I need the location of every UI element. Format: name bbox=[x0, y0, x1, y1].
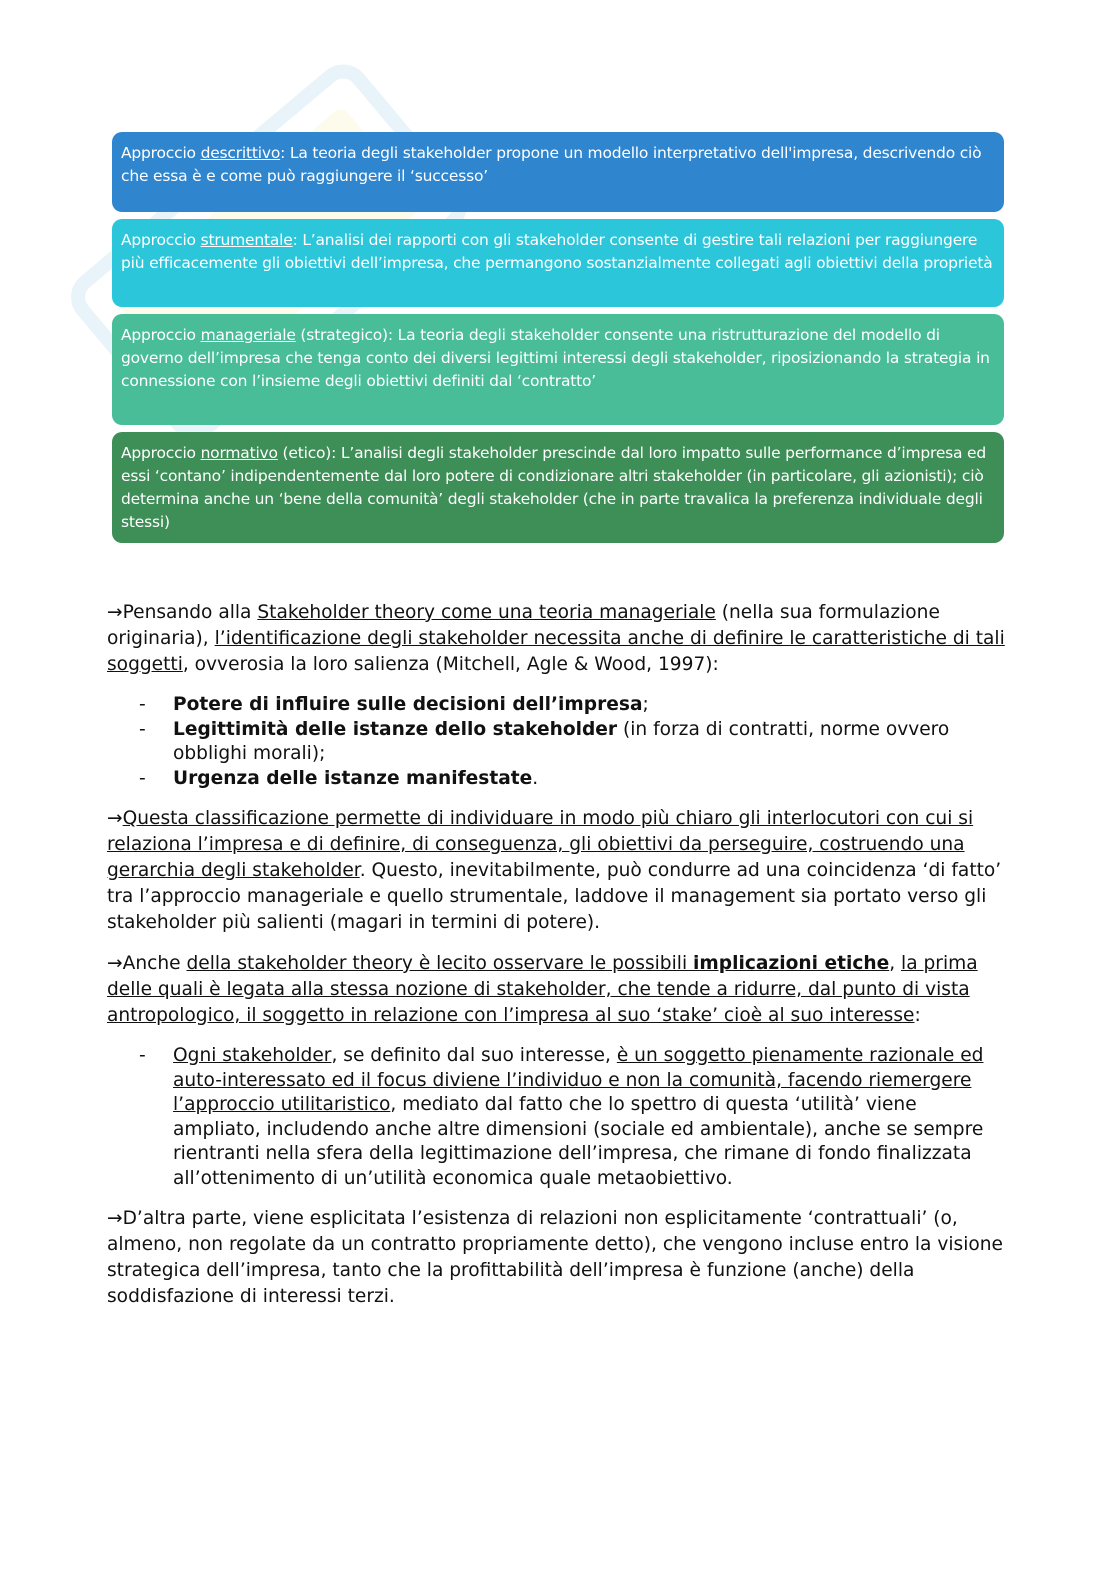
box-text: : La teoria degli stakeholder propone un modello interpretativo dell'impresa, descrivendo ciò che essa è e come può raggiungere il ‘successo’ bbox=[121, 144, 982, 185]
paragraph-salience: →Pensando alla Stakeholder theory come una teoria manageriale (nella sua formulazione originaria), l’identificazione degli stakeholder necessita anche di definire le caratteristiche di tali soggetti, ovverosia la loro salienza (Mitchell, Agle & Wood, 1997): bbox=[107, 602, 1005, 675]
box-prefix: Approccio bbox=[121, 444, 201, 462]
box-term: strumentale bbox=[200, 231, 293, 249]
box-term: normativo bbox=[200, 444, 278, 462]
approach-managerial-box bbox=[112, 314, 1004, 425]
paragraph-ethics: →Anche della stakeholder theory è lecito osservare le possibili implicazioni etiche, la prima delle quali è legata alla stessa nozione di stakeholder, che tende a ridurre, dal punto di vista antropologico, il soggetto in relazione con l’impresa al suo ‘stake’ cioè al suo interesse: bbox=[107, 953, 978, 1026]
box-prefix: Approccio bbox=[121, 144, 201, 162]
box-term: descrittivo bbox=[200, 144, 281, 162]
approach-instrumental-box bbox=[112, 219, 1004, 307]
paragraph-classification: →Questa classificazione permette di individuare in modo più chiaro gli interlocutori con cui si relaziona l’impresa e di definire, di conseguenza, gli obiettivi da perseguire, costruendo una gerarchia degli stakeholder. Questo, inevitabilmente, può condurre ad una coincidenza ‘di fatto’ tra l’approccio manageriale e quello strumentale, laddove il management sia portato verso gli stakeholder più salienti (magari in termini di potere). bbox=[107, 808, 1002, 933]
box-prefix: Approccio bbox=[121, 326, 201, 344]
arrow-icon: → bbox=[107, 953, 123, 974]
approach-descriptive-box bbox=[112, 132, 1004, 212]
list-item: - Urgenza delle istanze manifestate. bbox=[173, 767, 1007, 792]
box-text: (strategico): La teoria degli stakeholder consente una ristrutturazione del modello di governo dell’impresa che tenga conto dei diversi legittimi interessi degli stakeholder, riposizionando la strategia in connessione con l’insieme degli obiettivi definiti dal ‘contratto’ bbox=[121, 326, 990, 390]
paragraph-relations: →D’altra parte, viene esplicitata l’esistenza di relazioni non esplicitamente ‘contrattuali’ (o, almeno, non regolate da un contratto propriamente detto), che vengono incluse entro la visione strategica dell’impresa, tanto che la profittabilità dell’impresa è funzione (anche) della soddisfazione di interessi terzi. bbox=[107, 1208, 1003, 1307]
arrow-icon: → bbox=[107, 1208, 123, 1229]
box-term: manageriale bbox=[200, 326, 296, 344]
arrow-icon: → bbox=[107, 808, 123, 829]
list-item: - Legittimità delle istanze dello stakeholder (in forza di contratti, norme ovvero obblighi morali); bbox=[173, 718, 1007, 767]
approach-normative-box bbox=[112, 432, 1004, 543]
box-prefix: Approccio bbox=[121, 231, 201, 249]
box-text: (etico): L’analisi degli stakeholder prescinde dal loro impatto sulle performance d’impresa ed essi ‘contano’ indipendentemente dal loro potere di condizionare altri stakeholder (in particolare, gli azionisti); ciò determina anche un ‘bene della comunità’ degli stakeholder (che in parte travalica la preferenza individuale degli stessi) bbox=[121, 444, 987, 531]
list-item: - Ogni stakeholder, se definito dal suo interesse, è un soggetto pienamente razionale ed auto-interessato ed il focus diviene l’individuo e non la comunità, facendo riemergere l’approccio utilitaristico, mediato dal fatto che lo spettro di questa ‘utilità’ viene ampliato, includendo anche altre dimensioni (sociale ed ambientale), anche se sempre rientranti nella sfera della legittimazione dell’impresa, che rimane di fondo finalizzata all’ottenimento di un’utilità economica quale metaobiettivo. bbox=[173, 1044, 1007, 1191]
list-item: - Potere di influire sulle decisioni dell’impresa; bbox=[173, 693, 1007, 718]
box-text: : L’analisi dei rapporti con gli stakeholder consente di gestire tali relazioni per raggiungere più efficacemente gli obiettivi dell’impresa, che permangono sostanzialmente collegati agli obiettivi della proprietà bbox=[121, 231, 993, 272]
ethics-list bbox=[107, 1044, 1007, 1191]
arrow-icon: → bbox=[107, 602, 123, 623]
approaches-diagram bbox=[112, 132, 1004, 550]
salience-list bbox=[107, 693, 1007, 791]
body-text bbox=[107, 600, 1007, 1325]
